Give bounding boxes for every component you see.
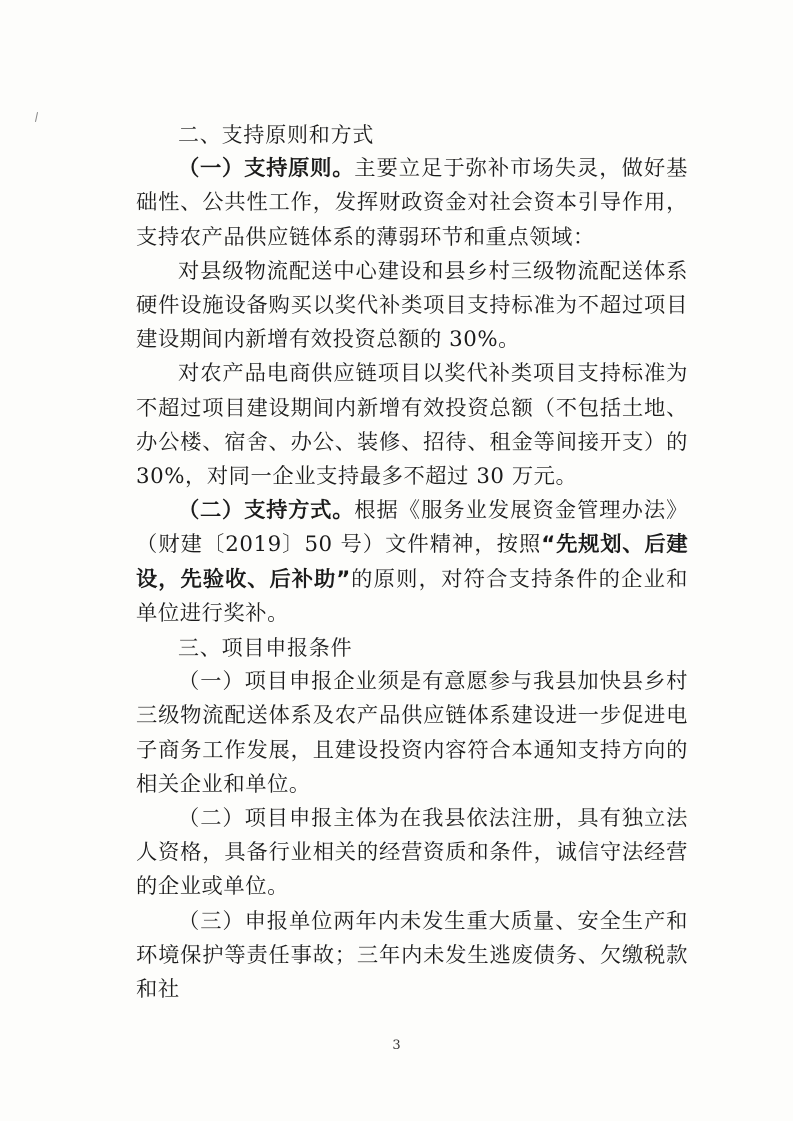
principle-title: （一）支持原则。 (178, 156, 355, 182)
section-2-method-paragraph (136, 494, 688, 631)
section-2-heading: 二、支持原则和方式 (178, 123, 375, 147)
method-text-2: 的原则，对符合支持条件的企业和单位进行奖补。 (136, 566, 688, 626)
principle-text: 主要立足于弥补市场失灵，做好基础性、公共性工作，发挥财政资金对社会资本引导作用，支持农产品供应链体系的薄弱环节和重点领域： (136, 156, 688, 250)
document-body (136, 118, 688, 1007)
section-2-principle-paragraph (136, 152, 688, 255)
section-3-heading: 三、项目申报条件 (178, 636, 353, 661)
condition-item-3: （三）申报单位两年内未发生重大质量、安全生产和环境保护等责任事故；三年内未发生逃废债务、欠缴税款和社 (136, 908, 688, 1003)
page-number: 3 (392, 1038, 401, 1053)
logistics-support-paragraph: 对县级物流配送中心建设和县乡村三级物流配送体系硬件设施设备购买以奖代补类项目支持标准为不超过项目建设期间内新增有效投资总额的 30%。 (136, 258, 688, 353)
condition-item-1: （一）项目申报企业须是有意愿参与我县加快县乡村三级物流配送体系及农产品供应链体系建设进一步促进电子商务工作发展，且建设投资内容符合本通知支持方向的相关企业和单位。 (136, 669, 688, 797)
method-text-1: 根据《服务业发展资金管理办法》（财建〔2019〕50 号）文件精神，按照 (136, 498, 688, 558)
ecommerce-support-paragraph: 对农产品电商供应链项目以奖代补类项目支持标准为不超过项目建设期间内新增有效投资总额（不包括土地、办公楼、宿舍、办公、装修、招待、租金等间接开支）的 30%，对同一企业支持最多不超过 30 万元。 (136, 361, 688, 490)
method-title: （二）支持方式。 (178, 498, 355, 524)
scan-artifact-mark (35, 112, 38, 122)
condition-item-2: （二）项目申报主体为在我县依法注册，具有独立法人资格，具备行业相关的经营资质和条件，诚信守法经营的企业或单位。 (136, 806, 688, 900)
method-bold-phrase: “先规划、后建设，先验收、后补助” (136, 532, 688, 592)
